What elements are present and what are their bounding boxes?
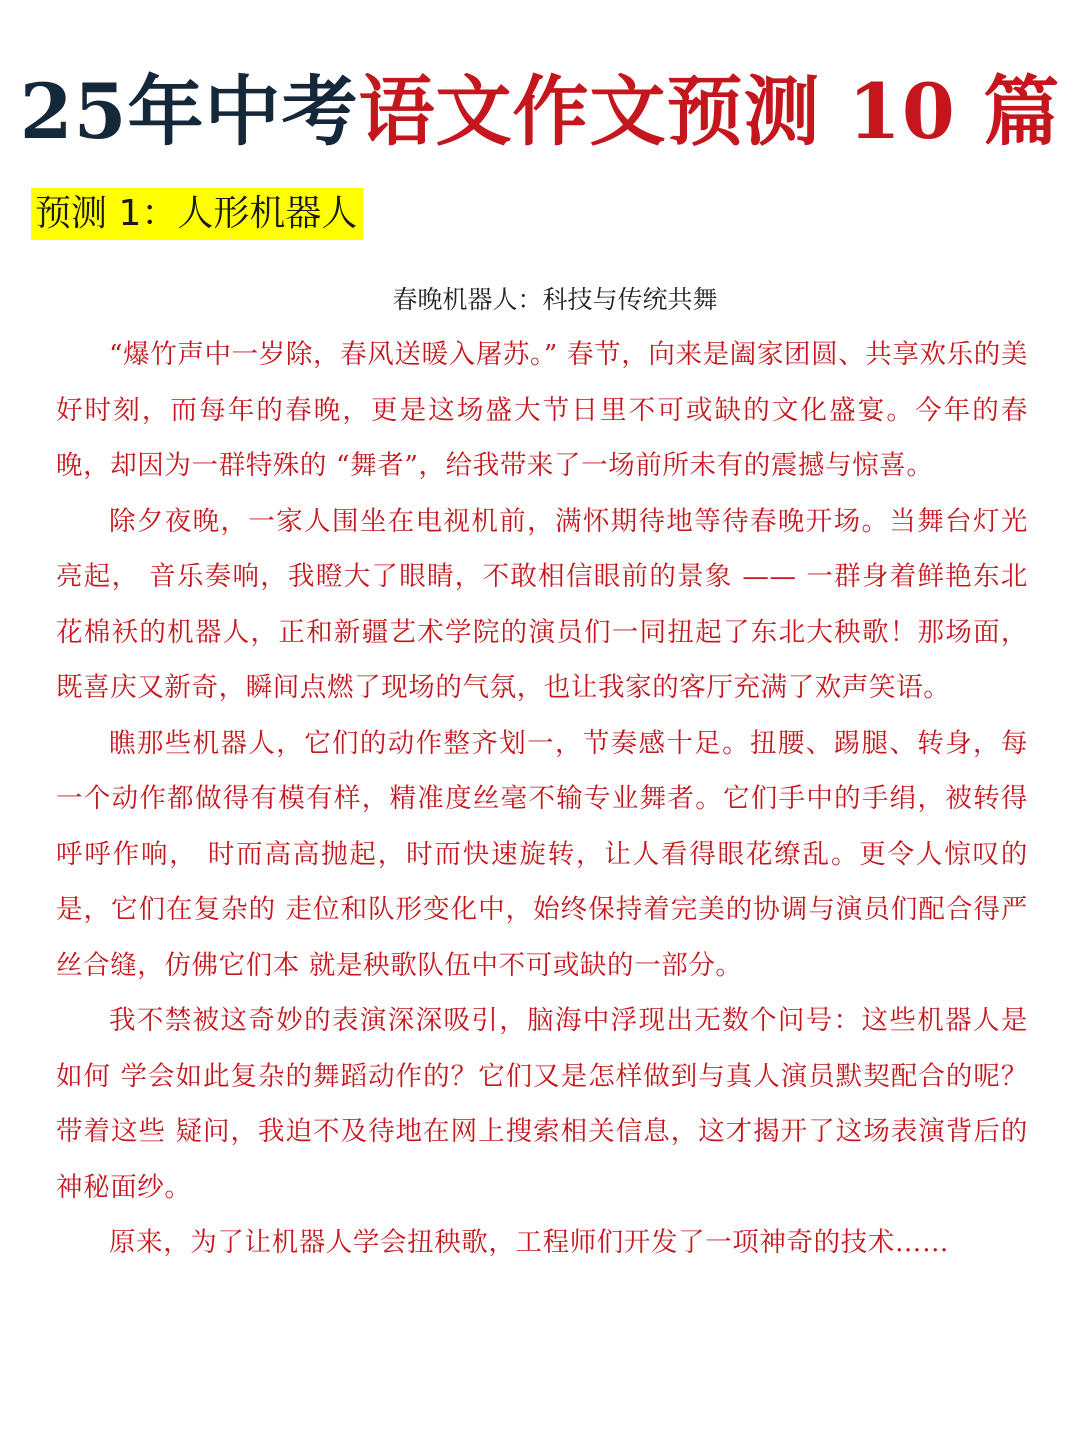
title-part-red: 语文作文预测 10 篇 bbox=[358, 67, 1061, 156]
essay-paragraph-5: 原来，为了让机器人学会扭秧歌，工程师们开发了一项神奇的技术…… bbox=[109, 1227, 950, 1258]
title-part-dark: 25年中考 bbox=[19, 67, 359, 156]
page-title bbox=[0, 62, 1080, 162]
essay-body bbox=[56, 327, 1028, 1271]
essay-paragraph-1: “爆竹声中一岁除，春风送暖入屠苏。” 春节，向来是阖家团圆、共享欢乐的美 好时刻，而每年的春晚，更是这场盛大节日里不可或缺的文化盛宴。今年的春晚，却因为一群特殊的 “舞者”，给我带来了一场前所未有的震撼与惊喜。 bbox=[56, 339, 1028, 481]
essay-title: 春晚机器人：科技与传统共舞 bbox=[392, 285, 718, 314]
essay-paragraph-4: 我不禁被这奇妙的表演深深吸引，脑海中浮现出无数个问号：这些机器人是如何 学会如此复杂的舞蹈动作的？它们又是怎样做到与真人演员默契配合的呢？带着这些 疑问，我迫不及待地在网上搜索相关信息，这才揭开了这场表演背后的神秘面纱。 bbox=[56, 1005, 1028, 1203]
essay-paragraph-2: 除夕夜晚，一家人围坐在电视机前，满怀期待地等待春晚开场。当舞台灯光亮起， 音乐奏响，我瞪大了眼睛，不敢相信眼前的景象 —— 一群身着鲜艳东北花棉袄的机器人，正和新疆艺术学院的演员们一同扭起了东北大秧歌！那场面，既喜庆又新奇，瞬间点燃了现场的气氛，也让我家的客厅充满了欢声笑语。 bbox=[56, 505, 1028, 703]
section-label-highlight: 预测 1：人形机器人 bbox=[31, 188, 363, 240]
essay-paragraph-3: 瞧那些机器人，它们的动作整齐划一，节奏感十足。扭腰、踢腿、转身，每一个动作都做得有模有样，精准度丝毫不输专业舞者。它们手中的手绢，被转得呼呼作响， 时而高高抛起，时而快速旋转，让人看得眼花缭乱。更令人惊叹的是，它们在复杂的 走位和队形变化中，始终保持着完美的协调与演员们配合得严丝合缝，仿佛它们本 就是秧歌队伍中不可或缺的一部分。 bbox=[56, 727, 1028, 981]
